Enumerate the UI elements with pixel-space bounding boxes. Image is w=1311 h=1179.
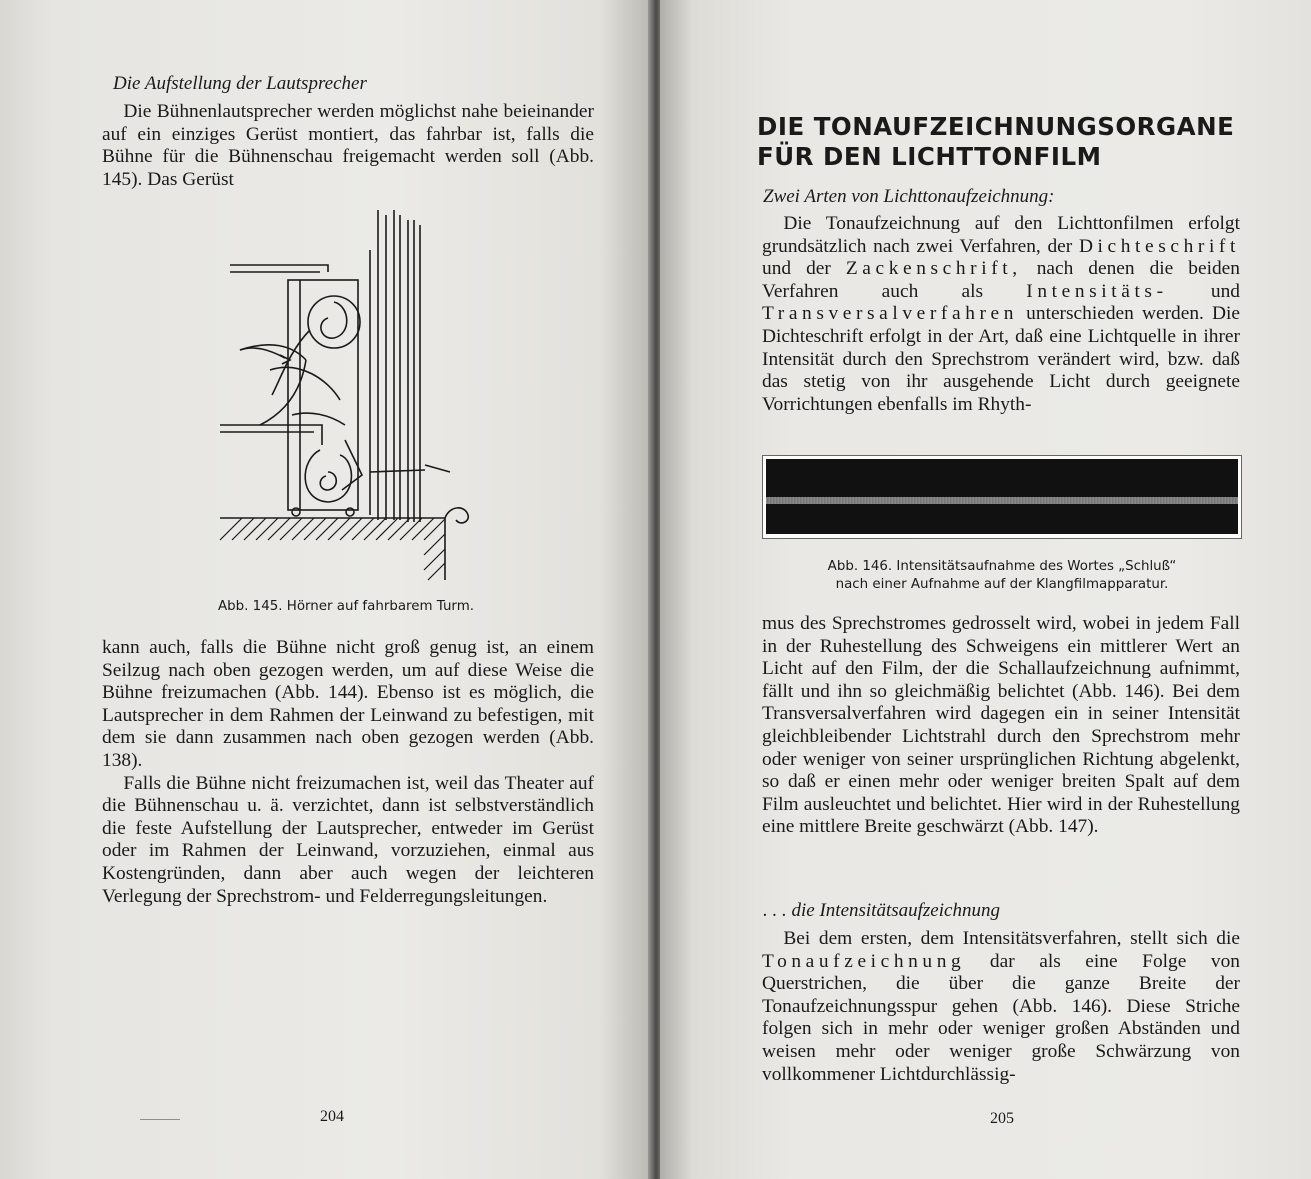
figure-horn-tower [210, 210, 480, 590]
text-run: Bei dem ersten, dem Intensitätsverfahren, stellt sich die [783, 928, 1240, 949]
text-run: nach denen die beiden Verfahren auch als [762, 258, 1240, 302]
spaced-term: Zackenschrift, [845, 258, 1022, 280]
right-paragraph-1-text [762, 213, 1240, 416]
right-paragraph-3 [762, 928, 1240, 1086]
chapter-title-line-2: FÜR DEN LICHTTONFILM [757, 142, 1102, 171]
section-heading: Die Aufstellung der Lautsprecher [113, 73, 367, 94]
strip-track-line [766, 497, 1238, 504]
right-paragraph-2-text: mus des Sprechstromes gedrosselt wird, wobei in jedem Fall in der Ruhestellung des Schweigens ein mittlerer Wert an Licht auf den Film, der die Schallaufzeichnung aufnimmt, fällt und ihn so gleichmäßig belichtet (Abb. 146). Bei dem Transversalverfahren wird dagegen ein in seiner Intensität gleichbleibender Lichtstrahl durch den Sprechstrom mehr oder weniger von seiner ursprünglichen Richtung abgelenkt, so daß er einen mehr oder weniger breiten Spalt auf dem Film ausleuchtet und belichtet. Hier wird in der Ruhestellung eine mittlere Breite geschwärzt (Abb. 147). [762, 613, 1240, 838]
left-page [0, 0, 652, 1179]
figure-145-caption: Abb. 145. Hörner auf fahrbarem Turm. [218, 599, 474, 614]
strip-upper-band [766, 459, 1238, 497]
spaced-term: Transversalverfahren [762, 303, 1019, 325]
right-page [660, 0, 1311, 1179]
text-run: unterschieden werden. Die Dichteschrift erfolgt in der Art, daß eine Lichtquelle in ihrer Intensität durch den Sprechstrom verändert wird, bzw. daß das stetig von ihr ausgehende Licht durch geeignete Vorrichtungen ebenfalls im Rhyth- [762, 303, 1240, 415]
paragraph-2 [102, 637, 594, 908]
paragraph-1-text: Die Bühnenlautsprecher werden möglichst nahe beieinander auf ein einziges Gerüst montiert, das fahrbar ist, falls die Bühne für die Bühnenschau freigemacht werden soll (Abb. 145). Das Gerüst [102, 101, 594, 190]
right-paragraph-1 [762, 213, 1240, 416]
text-run: Die Tonaufzeichnung auf den Lichttonfilmen erfolgt grundsätzlich nach zwei Verfahren, der [762, 213, 1240, 257]
text-run: und [1210, 280, 1240, 302]
spaced-term: Tonaufzeichnung [762, 950, 966, 972]
figure-146-caption-line-1: Abb. 146. Intensitätsaufnahme des Wortes „Schluß“ [827, 559, 1177, 574]
right-paragraph-2 [762, 613, 1240, 839]
figure-soundtrack-strip [762, 455, 1242, 539]
right-paragraph-3-text [762, 928, 1240, 1086]
chapter-title-line-1: DIE TONAUFZEICHNUNGSORGANE [757, 112, 1235, 141]
spaced-term: Intensitäts- [1026, 280, 1168, 302]
paragraph-2-text: kann auch, falls die Bühne nicht groß genug ist, an einem Seilzug nach oben gezogen werden, um auf diese Weise die Bühne freizumachen (Abb. 144). Ebenso ist es möglich, die Lautsprecher in dem Rahmen der Leinwand zu befestigen, mit dem sie dann zusammen nach oben gezogen werden (Abb. 138). [102, 637, 594, 771]
floor-hatching [220, 518, 445, 580]
lower-horn [305, 450, 351, 502]
figure-146-caption-line-2: nach einer Aufnahme auf der Klangfilmapparatur. [835, 577, 1169, 592]
text-run: und der [762, 258, 831, 280]
page-number-right: 205 [990, 1110, 1014, 1127]
upper-horn [308, 296, 360, 348]
paragraph-1 [102, 101, 594, 191]
page-number-left: 204 [320, 1108, 344, 1125]
paragraph-3-text: Falls die Bühne nicht freizumachen ist, weil das Theater auf die Bühnenschau u. ä. verzichtet, dann ist selbstverständlich die feste Aufstellung der Lautsprecher, entweder im Gerüst oder im Rahmen der Leinwand, vorzuziehen, einmal aus Kostengründen, dann aber auch wegen der leichteren Verlegung der Sprechstrom- und Felderregungsleitungen. [102, 772, 594, 907]
subheading-2: . . . die Intensitätsaufzeichnung [763, 900, 1000, 921]
text-run: dar als eine Folge von Querstrichen, die über die ganze Breite der Tonaufzeichnungsspur gehen (Abb. 146). Diese Striche folgen sich in mehr oder weniger großen Abständen und weisen mehr oder weniger große Schwärzung von vollkommener Lichtdurchlässig- [762, 950, 1240, 1085]
figure-146-caption [752, 558, 1252, 594]
tower-cabinet [288, 280, 358, 510]
strip-lower-band [766, 504, 1238, 534]
chapter-title [757, 112, 1257, 172]
footer-rule-left [140, 1119, 180, 1120]
spaced-term: Dichteschrift [1078, 235, 1240, 257]
subheading: Zwei Arten von Lichttonaufzeichnung: [763, 186, 1055, 207]
show-through-text [470, 215, 600, 635]
